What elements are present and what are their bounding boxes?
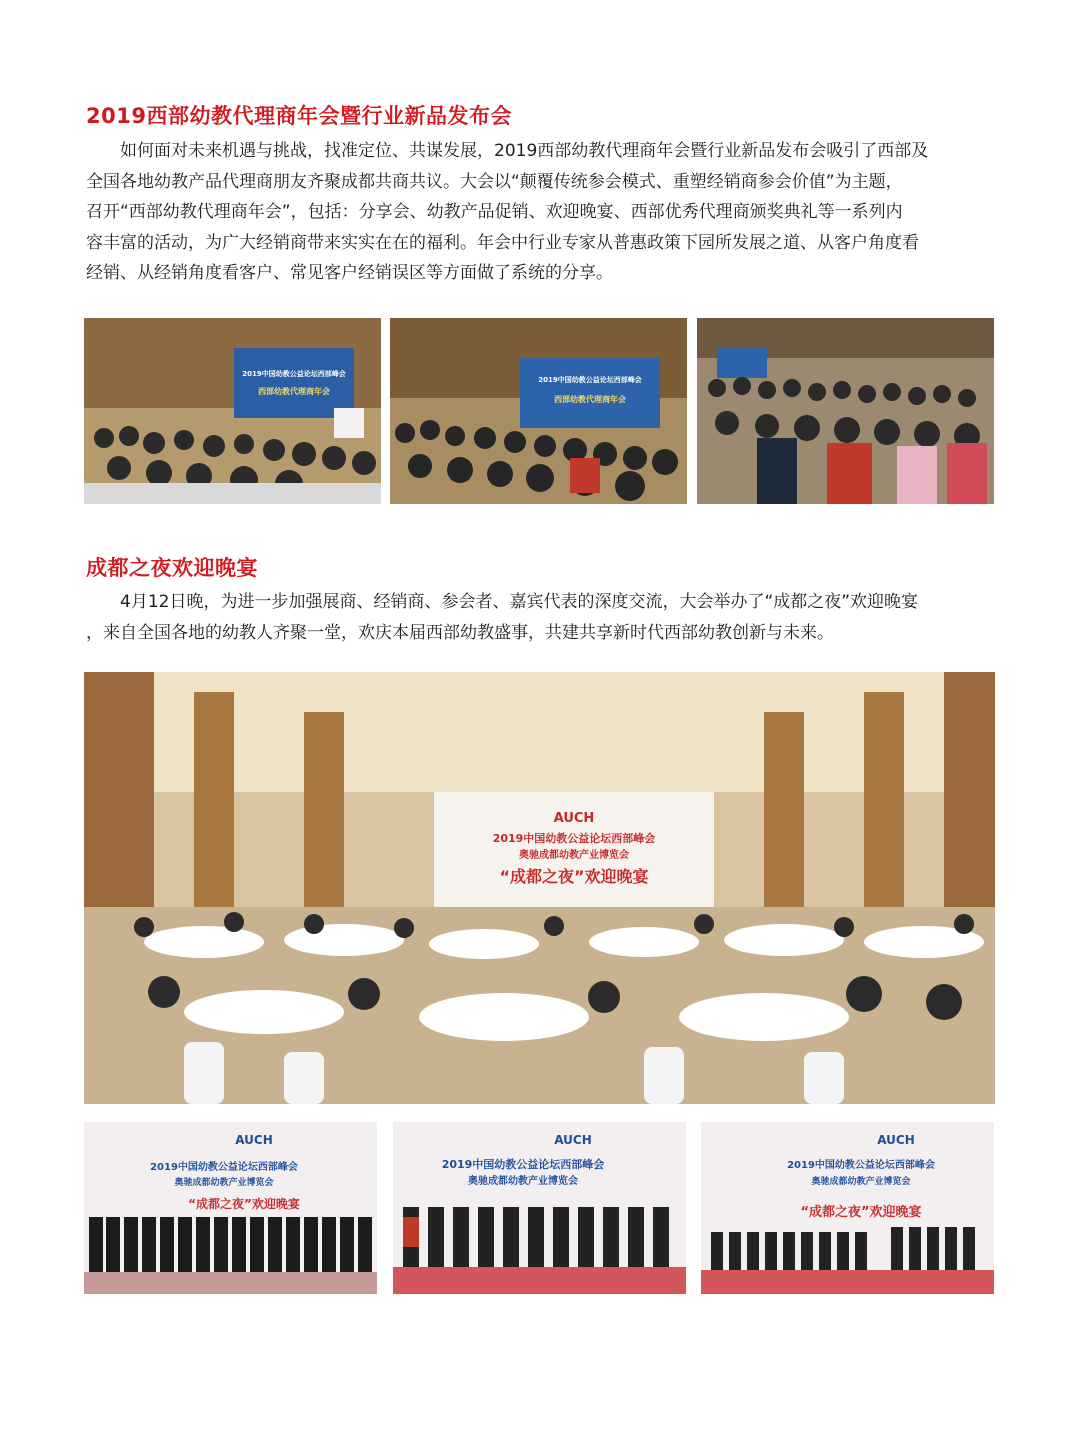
banner-logo: AUCH bbox=[553, 811, 595, 826]
section-heading-annual-meeting: 2019西部幼教代理商年会暨行业新品发布会 bbox=[86, 104, 512, 128]
photo-award-group-3 bbox=[701, 1122, 994, 1294]
photo-conference-room-2 bbox=[390, 318, 687, 504]
banner-text: 奥驰成都幼教产业博览会 bbox=[811, 1177, 911, 1187]
banner-text: 2019中国幼教公益论坛西部峰会 bbox=[441, 1158, 605, 1171]
banner-text: 奥驰成都幼教产业博览会 bbox=[468, 1176, 578, 1187]
paragraph-line: 经销、从经销角度看客户、常见客户经销误区等方面做了系统的分享。 bbox=[86, 263, 613, 283]
paragraph-line: ，来自全国各地的幼教人齐聚一堂，欢庆本届西部幼教盛事，共建共享新时代西部幼教创新与未来。 bbox=[86, 622, 834, 643]
photo-banquet-hall bbox=[84, 672, 995, 1104]
photo-conference-room-1 bbox=[84, 318, 381, 504]
banner-logo: AUCH bbox=[877, 1133, 915, 1147]
photo-conference-audience bbox=[697, 318, 994, 504]
banner-logo: AUCH bbox=[235, 1133, 273, 1147]
photo-award-group-1 bbox=[84, 1122, 377, 1294]
banner-logo: AUCH bbox=[554, 1133, 592, 1147]
banner-text: 西部幼教代理商年会 bbox=[258, 387, 330, 396]
paragraph-line: 如何面对未来机遇与挑战，找准定位、共谋发展，2019西部幼教代理商年会暨行业新品发布会吸引了西部及 bbox=[86, 141, 929, 161]
banner-text: 2019中国幼教公益论坛西部峰会 bbox=[492, 832, 656, 845]
banner-text: 2019中国幼教公益论坛西部峰会 bbox=[538, 376, 642, 384]
section-heading-welcome-banquet: 成都之夜欢迎晚宴 bbox=[86, 556, 258, 580]
photo-award-group-2 bbox=[393, 1122, 686, 1294]
paragraph-line: 全国各地幼教产品代理商朋友齐聚成都共商共议。大会以“颠覆传统参会模式、重塑经销商参会价值”为主题， bbox=[86, 171, 903, 192]
banner-text: “成都之夜”欢迎晚宴 bbox=[800, 1205, 922, 1220]
banner-text: 2019中国幼教公益论坛西部峰会 bbox=[242, 370, 346, 378]
banner-text: 2019中国幼教公益论坛西部峰会 bbox=[787, 1160, 935, 1171]
paragraph-line: 容丰富的活动，为广大经销商带来实实在在的福利。年会中行业专家从普惠政策下园所发展之道、从客户角度看 bbox=[86, 232, 919, 253]
section-paragraph-annual-meeting bbox=[86, 136, 1006, 289]
banner-text: 2019中国幼教公益论坛西部峰会 bbox=[150, 1162, 298, 1173]
banner-text: 奥驰成都幼教产业博览会 bbox=[519, 850, 629, 861]
banner-text: 奥驰成都幼教产业博览会 bbox=[174, 1178, 274, 1188]
paragraph-line: 召开“西部幼教代理商年会”，包括：分享会、幼教产品促销、欢迎晚宴、西部优秀代理商颁奖典礼等一系列内 bbox=[86, 202, 903, 222]
banner-text: “成都之夜”欢迎晚宴 bbox=[499, 867, 649, 886]
paragraph-line: 4月12日晚，为进一步加强展商、经销商、参会者、嘉宾代表的深度交流，大会举办了“成都之夜”欢迎晚宴 bbox=[86, 592, 919, 612]
banner-text: “成都之夜”欢迎晚宴 bbox=[188, 1197, 300, 1211]
section-paragraph-welcome-banquet bbox=[86, 587, 1006, 648]
banner-text: 西部幼教代理商年会 bbox=[554, 395, 626, 404]
